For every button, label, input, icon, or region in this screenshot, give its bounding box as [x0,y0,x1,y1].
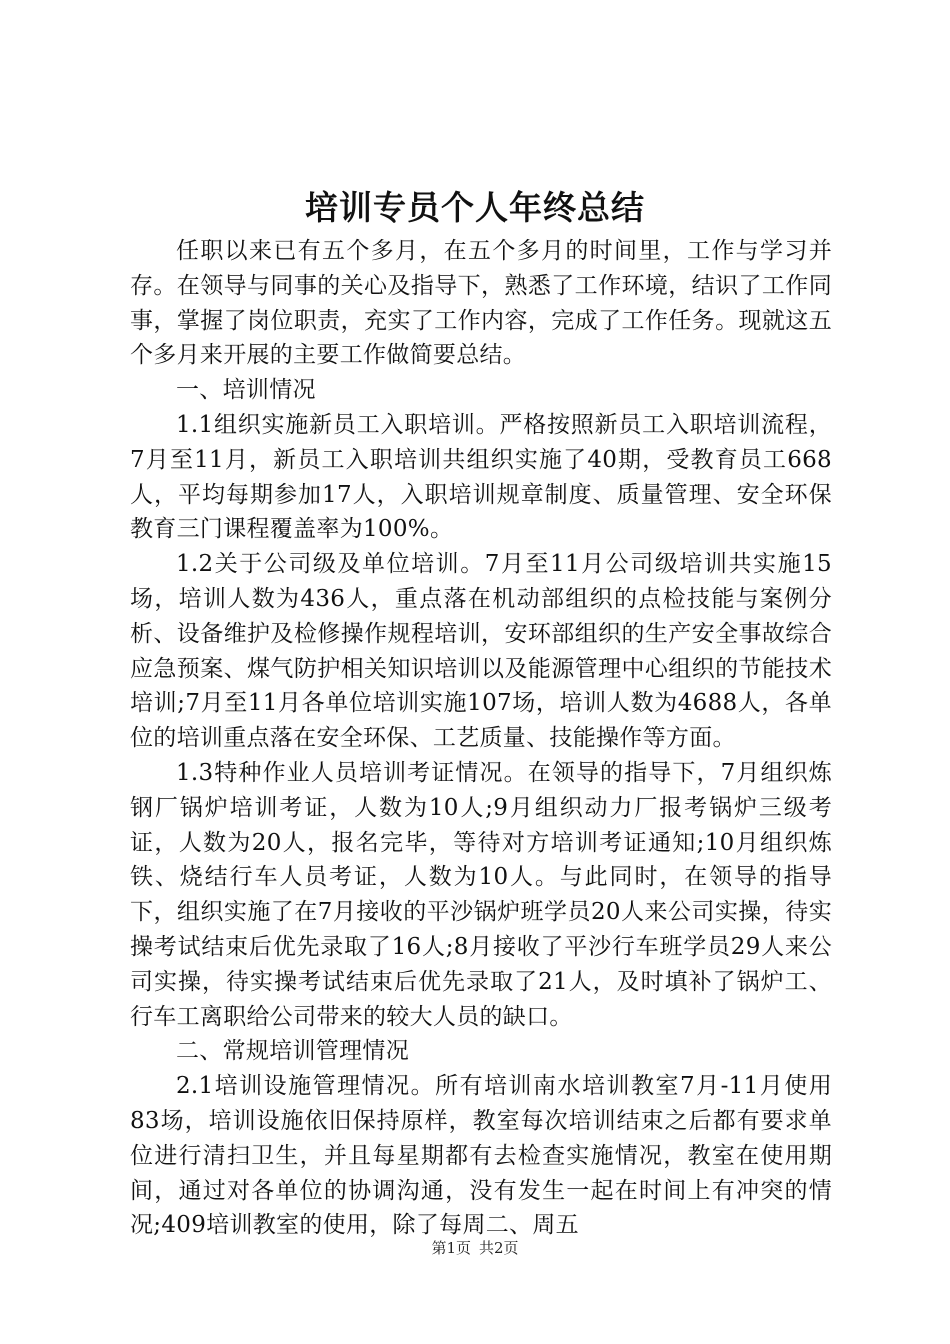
paragraph-1-2: 1.2关于公司级及单位培训。7月至11月公司级培训共实施15场，培训人数为436人，重点落在机动部组织的点检技能与案例分析、设备维护及检修操作规程培训，安环部组织的生产安全事故综合应急预案、煤气防护相关知识培训以及能源管理中心组织的节能技术培训;7月至11月各单位培训实施107场，培训人数为4688人，各单位的培训重点落在安全环保、工艺质量、技能操作等方面。 [130,551,832,752]
page-number: 第1页 [431,1239,471,1257]
paragraph-1-3: 1.3特种作业人员培训考证情况。在领导的指导下，7月组织炼钢厂锅炉培训考证，人数为10人;9月组织动力厂报考锅炉三级考证，人数为20人，报名完毕，等待对方培训考证通知;10月组织炼铁、烧结行车人员考证，人数为10人。与此同时，在领导的指导下，组织实施了在7月接收的平沙锅炉班学员20人来公司实操，待实操考试结束后优先录取了16人;8月接收了平沙行车班学员29人来公司实操，待实操考试结束后优先录取了21人，及时填补了锅炉工、行车工离职给公司带来的较大人员的缺口。 [130,759,832,1030]
page-footer [0,1238,950,1258]
document-title: 培训专员个人年终总结 [305,188,645,227]
document-body [130,234,832,1243]
section-heading-routine: 二、常规培训管理情况 [176,1038,409,1065]
paragraph-2-1: 2.1培训设施管理情况。所有培训南水培训教室7月-11月使用83场，培训设施依旧保持原样，教室每次培训结束之后都有要求单位进行清扫卫生，并且每星期都有去检查实施情况，教室在使用期间，通过对各单位的协调沟通，没有发生一起在时间上有冲突的情况;409培训教室的使用，除了每周二、周五 [130,1073,832,1239]
paragraph-1-1: 1.1组织实施新员工入职培训。严格按照新员工入职培训流程，7月至11月，新员工入职培训共组织实施了40期，受教育员工668人，平均每期参加17人，入职培训规章制度、质量管理、安全环保教育三门课程覆盖率为100%。 [130,411,832,543]
page-total: 共2页 [479,1239,519,1257]
section-heading-training: 一、培训情况 [176,377,316,404]
paragraph-intro: 任职以来已有五个多月，在五个多月的时间里，工作与学习并存。在领导与同事的关心及指导下，熟悉了工作环境，结识了工作同事，掌握了岗位职责，充实了工作内容，完成了工作任务。现就这五个多月来开展的主要工作做简要总结。 [130,238,832,369]
